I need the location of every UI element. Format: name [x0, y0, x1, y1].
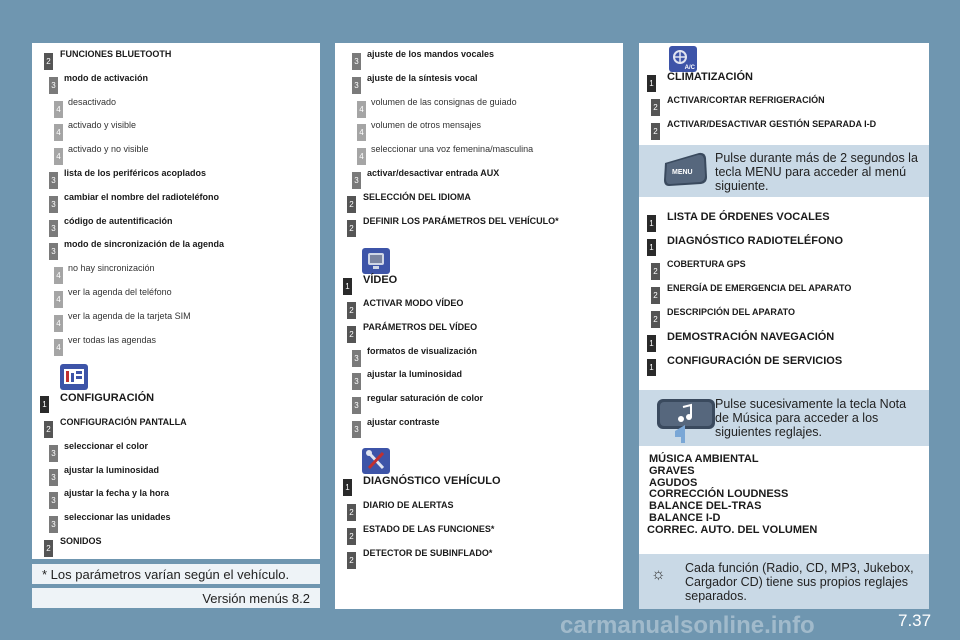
menu-item-label: activado y visible [68, 120, 137, 131]
menu-item-label: ajustar la luminosidad [64, 464, 160, 475]
menu-item-label: modo de sincronización de la agenda [64, 239, 225, 250]
level-badge: 2 [651, 287, 660, 304]
menu-item-label: ACTIVAR MODO VÍDEO [363, 298, 464, 308]
level-badge: 1 [343, 278, 352, 295]
menu-item-label: no hay sincronización [68, 263, 155, 274]
menu-item-label: ESTADO DE LAS FUNCIONES* [363, 523, 495, 534]
settings-sun-icon: ☼ [651, 566, 666, 583]
level-badge: 2 [651, 123, 660, 140]
menu-item-label: ajustar contraste [367, 417, 440, 427]
level-badge: 2 [44, 53, 53, 70]
level-badge: 3 [49, 492, 58, 509]
level-badge: 3 [49, 445, 58, 462]
level-badge: 2 [347, 552, 356, 569]
menu-item-label: ver la agenda de la tarjeta SIM [68, 310, 191, 321]
menu-note-line: siguiente. [715, 179, 769, 193]
menu-item-label: código de autentificación [64, 215, 173, 226]
level-badge: 3 [352, 373, 361, 390]
menu-item-label: SONIDOS [60, 536, 102, 546]
level-badge: 4 [54, 315, 63, 332]
level-badge: 1 [343, 479, 352, 496]
level-badge: 4 [357, 124, 366, 141]
menu-item-label: ajuste de la síntesis vocal [367, 72, 478, 83]
menu-item-label: activar/desactivar entrada AUX [367, 168, 500, 178]
music-note-line: Pulse sucesivamente la tecla Nota [715, 397, 907, 411]
menu-item-label: DIARIO DE ALERTAS [363, 500, 454, 510]
level-badge: 3 [49, 220, 58, 237]
level-badge: 4 [54, 148, 63, 165]
menu-item-label: volumen de las consignas de guiado [371, 96, 517, 107]
menu-item-label: seleccionar el color [64, 440, 149, 451]
column-2-panel [335, 43, 623, 609]
version-box [32, 588, 320, 608]
level-badge: 4 [357, 101, 366, 118]
menu-item-label: ENERGÍA DE EMERGENCIA DEL APARATO [667, 283, 852, 293]
menu-item-label: ajustar la luminosidad [367, 369, 463, 380]
tip-note-line: separados. [685, 589, 747, 603]
music-setting-item: AGUDOS [649, 476, 698, 489]
level-badge: 2 [347, 326, 356, 343]
level-badge: 3 [352, 172, 361, 189]
menu-item-label: ver la agenda del teléfono [68, 287, 172, 297]
music-settings-list [649, 454, 817, 537]
menu-item-label: DEFINIR LOS PARÁMETROS DEL VEHÍCULO* [363, 215, 559, 226]
music-note-line: de Música para acceder a los [715, 411, 879, 425]
menu-item-label: seleccionar las unidades [64, 512, 171, 523]
level-badge: 2 [347, 220, 356, 237]
video-icon [362, 248, 390, 274]
column-3-panel [639, 43, 929, 609]
menu-item-label: DIAGNÓSTICO RADIOTELÉFONO [667, 235, 843, 247]
menu-item-label: COBERTURA GPS [667, 259, 746, 269]
menu-item-label: volumen de otros mensajes [371, 120, 482, 131]
menu-item-label: CONFIGURACIÓN [60, 392, 155, 404]
level-badge: 3 [49, 516, 58, 533]
menu-key-icon [661, 149, 711, 189]
menu-item-label: CONFIGURACIÓN DE SERVICIOS [667, 355, 843, 367]
configuration-icon [60, 364, 88, 390]
music-note-line: siguientes reglajes. [715, 425, 823, 439]
menu-item-label: VÍDEO [363, 274, 398, 286]
level-badge: 1 [647, 239, 656, 256]
column-1-panel [32, 43, 320, 559]
footnote-box [32, 564, 320, 584]
level-badge: 4 [54, 124, 63, 141]
menu-item-label: cambiar el nombre del radioteléfono [64, 191, 220, 202]
level-badge: 4 [357, 148, 366, 165]
level-badge: 3 [49, 77, 58, 94]
air-conditioning-icon [669, 46, 697, 72]
menu-item-label: DESCRIPCIÓN DEL APARATO [667, 307, 796, 317]
level-badge: 1 [647, 75, 656, 92]
level-badge: 3 [352, 350, 361, 367]
music-note-text [715, 397, 906, 439]
menu-item-label: ACTIVAR/CORTAR REFRIGERACIÓN [667, 95, 825, 105]
menu-item-label: ajustar la fecha y la hora [64, 488, 170, 499]
level-badge: 4 [54, 291, 63, 308]
watermark: carmanualsonline.info [560, 612, 815, 639]
music-key-note [639, 390, 929, 446]
level-badge: 2 [44, 421, 53, 438]
menu-item-label: DEMOSTRACIÓN NAVEGACIÓN [667, 331, 835, 343]
menu-note-line: tecla MENU para acceder al menú [715, 165, 907, 179]
menu-note-line: Pulse durante más de 2 segundos la [715, 151, 918, 165]
level-badge: 4 [54, 339, 63, 356]
menu-item-label: DIAGNÓSTICO VEHÍCULO [363, 475, 501, 487]
menu-item-label: desactivado [68, 96, 117, 107]
menu-note-text [715, 151, 918, 193]
music-key-icon [655, 397, 717, 443]
level-badge: 4 [54, 267, 63, 284]
menu-item-label: formatos de visualización [367, 345, 478, 356]
level-badge: 2 [651, 263, 660, 280]
level-badge: 3 [352, 53, 361, 70]
tip-note-line: Cada función (Radio, CD, MP3, Jukebox, [685, 561, 914, 575]
level-badge: 2 [44, 540, 53, 557]
level-badge: 3 [352, 397, 361, 414]
menu-item-label: ver todas las agendas [68, 334, 157, 345]
menu-item-label: SELECCIÓN DEL IDIOMA [363, 191, 471, 202]
menu-item-label: CLIMATIZACIÓN [667, 71, 753, 83]
music-setting-item: CORRECCIÓN LOUDNESS [649, 488, 789, 501]
level-badge: 2 [347, 504, 356, 521]
level-badge: 1 [647, 215, 656, 232]
tip-note-line: Cargador CD) tiene sus propios reglajes [685, 575, 909, 589]
level-badge: 2 [651, 99, 660, 116]
level-badge: 3 [49, 469, 58, 486]
menu-item-label: lista de los periféricos acoplados [64, 168, 207, 178]
level-badge: 4 [54, 101, 63, 118]
level-badge: 3 [352, 421, 361, 438]
music-setting-item: GRAVES [649, 464, 695, 477]
menu-item-label: modo de activación [64, 72, 149, 83]
music-setting-item: BALANCE DEL-TRAS [649, 500, 762, 513]
menu-key-label: MENU [672, 169, 693, 176]
menu-item-label: LISTA DE ÓRDENES VOCALES [667, 211, 830, 223]
level-badge: 2 [651, 311, 660, 328]
menu-item-label: regular saturación de color [367, 393, 484, 404]
level-badge: 2 [347, 528, 356, 545]
menu-item-label: FUNCIONES BLUETOOTH [60, 49, 172, 59]
level-badge: 2 [347, 302, 356, 319]
level-badge: 3 [49, 196, 58, 213]
level-badge: 1 [647, 359, 656, 376]
music-setting-item: CORREC. AUTO. DEL VOLUMEN [647, 523, 818, 536]
music-setting-item: BALANCE I-D [649, 511, 721, 524]
level-badge: 1 [40, 396, 49, 413]
menu-item-label: ACTIVAR/DESACTIVAR GESTIÓN SEPARADA I-D [667, 119, 877, 129]
level-badge: 1 [647, 335, 656, 352]
version-text: Versión menús 8.2 [202, 590, 310, 606]
level-badge: 3 [352, 77, 361, 94]
menu-item-label: PARÁMETROS DEL VÍDEO [363, 321, 478, 332]
music-setting-item: MÚSICA AMBIENTAL [649, 453, 759, 465]
menu-item-label: activado y no visible [68, 144, 149, 155]
menu-key-note [639, 145, 929, 197]
tip-note-text [685, 561, 914, 603]
page-number: 7.37 [898, 611, 932, 630]
menu-item-label: ajuste de los mandos vocales [367, 49, 495, 59]
menu-item-label: DETECTOR DE SUBINFLADO* [363, 547, 493, 558]
footnote-text: * Los parámetros varían según el vehículo. [42, 566, 290, 582]
level-badge: 2 [347, 196, 356, 213]
tip-note [639, 554, 929, 609]
menu-item-label: seleccionar una voz femenina/masculina [371, 144, 534, 155]
diagnostic-tools-icon [362, 448, 390, 474]
level-badge: 3 [49, 172, 58, 189]
ac-label: A/C [684, 65, 695, 71]
menu-item-label: CONFIGURACIÓN PANTALLA [60, 417, 187, 427]
level-badge: 3 [49, 243, 58, 260]
